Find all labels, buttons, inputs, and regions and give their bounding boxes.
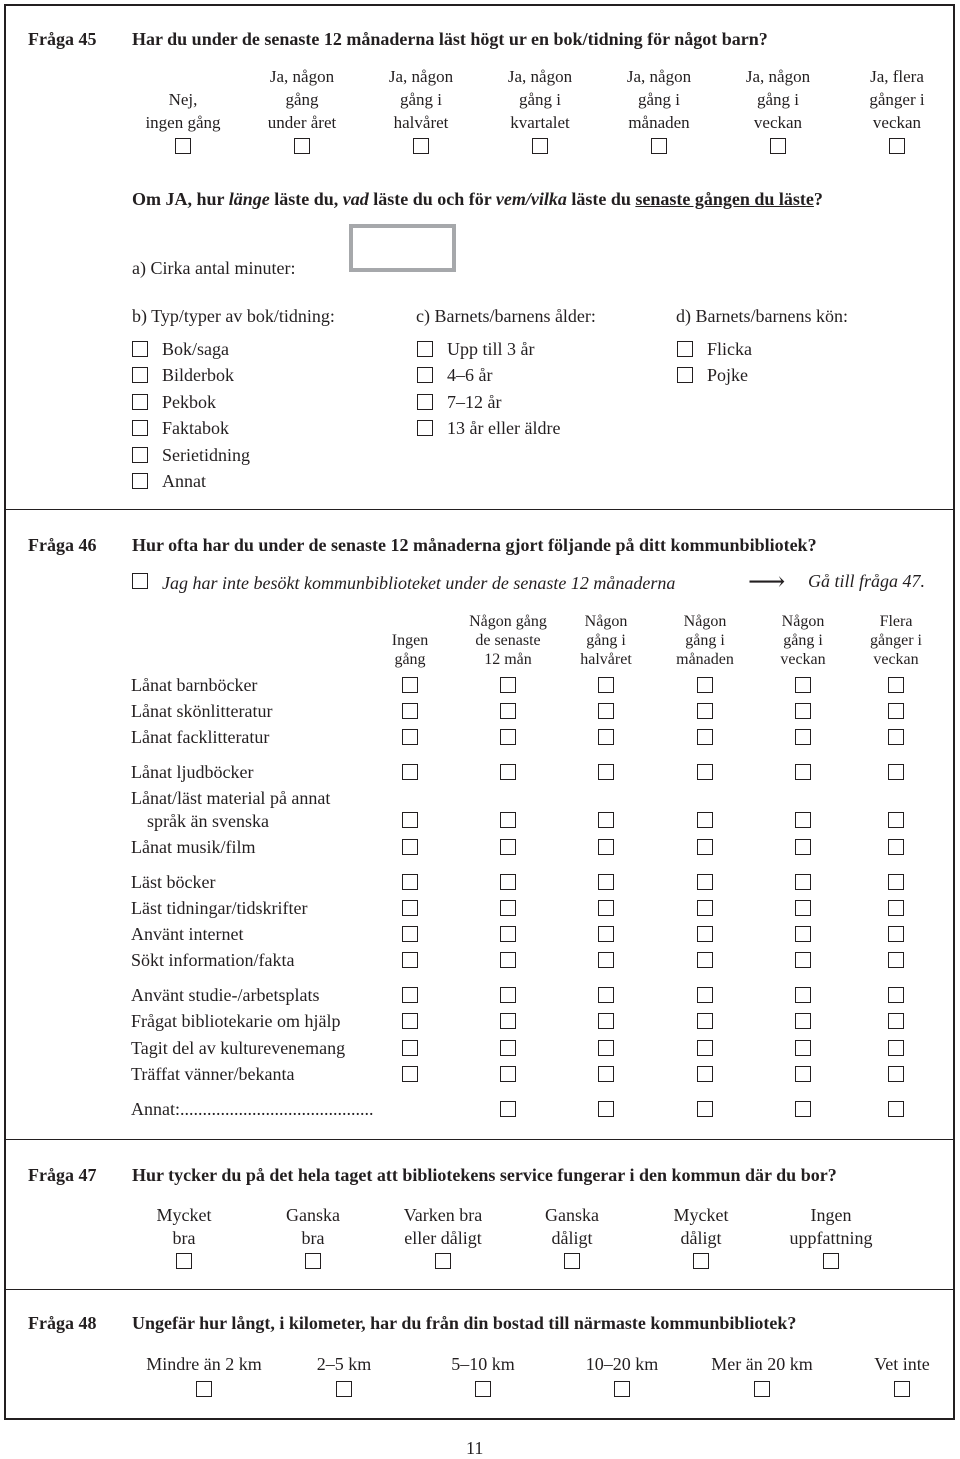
q46-row-14-checkbox-5[interactable]: [795, 1066, 811, 1082]
q47-option-1-label-line-2: bra: [172, 1228, 196, 1248]
q46-row-12-label: Frågat bibliotekarie om hjälp: [131, 1011, 341, 1031]
q47-option-1-label-line-1: Mycket: [156, 1205, 212, 1225]
q45-option-5-label-line-1: Ja, någon: [626, 67, 692, 86]
q46-row-1-checkbox-4[interactable]: [697, 677, 713, 693]
q46-row-10-checkbox-5[interactable]: [795, 952, 811, 968]
q46-skip-text: Jag har inte besökt kommunbiblioteket under de senaste 12 månaderna: [162, 573, 676, 593]
q46-row-13-label: Tagit del av kulturevenemang: [131, 1038, 346, 1058]
q45-b-option-1: Bok/saga: [162, 339, 229, 359]
q45-option-7-label-line-1: Ja, flera: [870, 67, 924, 86]
q48-option-6-checkbox[interactable]: [894, 1381, 910, 1397]
q46-row-2-checkbox-2[interactable]: [500, 703, 516, 719]
q45-option-1-label-line-3: ingen gång: [145, 113, 221, 132]
q46-row-3-checkbox-4[interactable]: [697, 729, 713, 745]
q47-option-6-label-line-2: uppfattning: [789, 1228, 873, 1248]
q45-option-1-label-line-2: Nej,: [168, 90, 198, 109]
q45-b-option-3: Pekbok: [162, 391, 216, 412]
q45-b-checkbox-3[interactable]: [132, 394, 148, 410]
q47-option-3-checkbox[interactable]: [435, 1253, 451, 1269]
q46-row-9-checkbox-5[interactable]: [795, 926, 811, 942]
q46-column-2-header-line-2: de senaste: [475, 632, 541, 649]
q46-row-15-checkbox-3[interactable]: [598, 1101, 614, 1117]
q46-column-3-header-line-1: Någon: [584, 613, 628, 630]
q48-option-1-checkbox[interactable]: [196, 1381, 212, 1397]
q46-row-11-label: Använt studie-/arbetsplats: [131, 985, 320, 1005]
q46-row-6-checkbox-1[interactable]: [402, 839, 418, 855]
q46-row-7-checkbox-5[interactable]: [795, 874, 811, 890]
q47-option-1-checkbox[interactable]: [176, 1253, 192, 1269]
q46-row-7-checkbox-6[interactable]: [888, 874, 904, 890]
q45-option-7-label-line-3: veckan: [872, 113, 922, 132]
q46-row-2-checkbox-6[interactable]: [888, 703, 904, 719]
q46-row-10-checkbox-6[interactable]: [888, 952, 904, 968]
q46-row-2-checkbox-3[interactable]: [598, 703, 614, 719]
q48-option-2-label: 2–5 km: [316, 1354, 372, 1374]
q45-c-checkbox-1[interactable]: [417, 341, 433, 357]
q45-option-4-label-line-2: gång i: [518, 90, 562, 109]
right-arrow-icon: ⟶: [748, 567, 786, 596]
q46-row-15-checkbox-6[interactable]: [888, 1101, 904, 1117]
q45-option-2-label-line-1: Ja, någon: [269, 67, 335, 86]
q46-row-14-checkbox-4[interactable]: [697, 1066, 713, 1082]
q47-option-5-label-line-2: dåligt: [680, 1228, 722, 1248]
q46-row-10-checkbox-1[interactable]: [402, 952, 418, 968]
q46-row-7-label: Läst böcker: [131, 872, 216, 892]
q45-option-3-label-line-1: Ja, någon: [388, 67, 454, 86]
q46-column-5-header-line-1: Någon: [781, 613, 825, 630]
page-number: 11: [466, 1438, 484, 1458]
q45-option-2-checkbox[interactable]: [294, 138, 310, 154]
q45a-label: a) Cirka antal minuter:: [132, 258, 296, 278]
q45-number: Fråga 45: [28, 29, 97, 49]
q46-row-8-label: Läst tidningar/tidskrifter: [131, 898, 308, 918]
q46-row-8-checkbox-2[interactable]: [500, 900, 516, 916]
q46-question: Hur ofta har du under de senaste 12 månaderna gjort följande på ditt kommunbibliotek?: [132, 535, 817, 555]
q45-c-option-4: 13 år eller äldre: [447, 418, 561, 439]
q45-option-6-label-line-1: Ja, någon: [745, 67, 811, 86]
q47-option-4-label-line-1: Ganska: [545, 1205, 599, 1225]
followup-text-2: läste du,: [269, 189, 343, 209]
q46-row-4-label: Lånat ljudböcker: [131, 762, 254, 782]
q47-option-2-checkbox[interactable]: [305, 1253, 321, 1269]
q46-row-8-checkbox-5[interactable]: [795, 900, 811, 916]
q45-question: Har du under de senaste 12 månaderna läst högt ur en bok/tidning för något barn?: [132, 29, 768, 49]
q45-option-5-label-line-3: månaden: [628, 113, 690, 132]
q46-row-14-checkbox-6[interactable]: [888, 1066, 904, 1082]
q48-option-5-label: Mer än 20 km: [711, 1354, 813, 1374]
q45-b-option-2: Bilderbok: [162, 365, 234, 386]
q47-option-4-label-line-2: dåligt: [551, 1228, 593, 1248]
followup-emph-length: länge: [228, 189, 270, 209]
q46-row-12-checkbox-2[interactable]: [500, 1013, 516, 1029]
q46-row-6-checkbox-5[interactable]: [795, 839, 811, 855]
q45-option-7-label-line-2: gånger i: [869, 90, 925, 109]
q45-option-3-label-line-3: halvåret: [393, 113, 449, 132]
q46-row-10-checkbox-2[interactable]: [500, 952, 516, 968]
q46-row-12-checkbox-3[interactable]: [598, 1013, 614, 1029]
q47-option-2-label-line-1: Ganska: [286, 1205, 340, 1225]
q46-row-9-checkbox-3[interactable]: [598, 926, 614, 942]
q45-c-option-1: Upp till 3 år: [447, 339, 535, 359]
followup-text-1: Om JA, hur: [132, 189, 229, 209]
q47-option-4-checkbox[interactable]: [564, 1253, 580, 1269]
q46-row-6-checkbox-2[interactable]: [500, 839, 516, 855]
q46-row-3-checkbox-5[interactable]: [795, 729, 811, 745]
q48-option-3-label: 5–10 km: [451, 1354, 515, 1374]
q45-c-option-2: 4–6 år: [447, 365, 493, 386]
q45-option-4-label-line-3: kvartalet: [510, 113, 570, 132]
q47-option-6-checkbox[interactable]: [823, 1253, 839, 1269]
q45-d-option-2: Pojke: [707, 365, 749, 386]
q46-row-4-checkbox-2[interactable]: [500, 764, 516, 780]
q48-option-4-label: 10–20 km: [585, 1354, 659, 1374]
q46-row-5-checkbox-5[interactable]: [795, 812, 811, 828]
q46-row-3-checkbox-6[interactable]: [888, 729, 904, 745]
q45b-label: b) Typ/typer av bok/tidning:: [132, 306, 335, 326]
separator-q47: [4, 1289, 955, 1290]
q46-row-11-checkbox-1[interactable]: [402, 987, 418, 1003]
q46-row-3-checkbox-1[interactable]: [402, 729, 418, 745]
q46-row-5-label: Lånat/läst material på annat: [131, 788, 331, 808]
q46-row-5-checkbox-4[interactable]: [697, 812, 713, 828]
q45-option-4-label-line-1: Ja, någon: [507, 67, 573, 86]
followup-qmark: ?: [813, 189, 823, 209]
q46-row-12-checkbox-1[interactable]: [402, 1013, 418, 1029]
q46-row-1-label: Lånat barnböcker: [131, 675, 258, 695]
q47-option-6-label-line-1: Ingen: [810, 1205, 852, 1225]
q46-row-1-checkbox-5[interactable]: [795, 677, 811, 693]
q45-d-checkbox-2[interactable]: [677, 367, 693, 383]
q46-row-14-checkbox-2[interactable]: [500, 1066, 516, 1082]
q45-option-1-checkbox[interactable]: [175, 138, 191, 154]
q46-row-7-checkbox-4[interactable]: [697, 874, 713, 890]
q46-row-12-checkbox-4[interactable]: [697, 1013, 713, 1029]
q46-row-1-checkbox-6[interactable]: [888, 677, 904, 693]
q45-option-6-checkbox[interactable]: [770, 138, 786, 154]
q46-row-9-checkbox-1[interactable]: [402, 926, 418, 942]
q45-option-6-label-line-3: veckan: [753, 113, 803, 132]
q48-option-6-label: Vet inte: [874, 1354, 930, 1374]
q45-b-checkbox-5[interactable]: [132, 447, 148, 463]
q46-row-9-label: Använt internet: [131, 924, 244, 944]
q45-c-checkbox-4[interactable]: [417, 420, 433, 436]
q45-b-checkbox-2[interactable]: [132, 367, 148, 383]
q46-row-6-label: Lånat musik/film: [131, 837, 256, 857]
q46-column-1-header-line-2: Ingen: [391, 632, 429, 649]
q46-row-13-checkbox-6[interactable]: [888, 1040, 904, 1056]
q46-row-3-checkbox-3[interactable]: [598, 729, 614, 745]
q46-row-14-checkbox-1[interactable]: [402, 1066, 418, 1082]
q46-row-10-checkbox-4[interactable]: [697, 952, 713, 968]
q45-b-option-5: Serietidning: [162, 444, 250, 465]
q48-option-3-checkbox[interactable]: [475, 1381, 491, 1397]
followup-emph-whom: vem/vilka: [495, 189, 567, 209]
q46-column-5-header-line-3: veckan: [780, 651, 826, 668]
q45-option-2-label-line-3: under året: [267, 113, 337, 132]
q45-b-checkbox-4[interactable]: [132, 420, 148, 436]
q46-column-3-header-line-3: halvåret: [580, 651, 632, 668]
q46-row-12-checkbox-5[interactable]: [795, 1013, 811, 1029]
q45c-label: c) Barnets/barnens ålder:: [416, 306, 596, 326]
q46-row-5-checkbox-1[interactable]: [402, 812, 418, 828]
q45-d-checkbox-1[interactable]: [677, 341, 693, 357]
q45-followup: [132, 189, 823, 210]
q46-column-6-header-line-1: Flera: [879, 613, 913, 630]
q46-row-14-label: Träffat vänner/bekanta: [131, 1064, 295, 1084]
q47-option-3-label-line-1: Varken bra: [403, 1205, 483, 1225]
q46-row-1-checkbox-2[interactable]: [500, 677, 516, 693]
q47-option-5-label-line-1: Mycket: [673, 1205, 729, 1225]
q46-row-12-checkbox-6[interactable]: [888, 1013, 904, 1029]
q46-skip-checkbox[interactable]: [132, 573, 148, 589]
q45-c-checkbox-3[interactable]: [417, 394, 433, 410]
q46-column-2-header-line-3: 12 mån: [484, 651, 532, 668]
q46-row-8-checkbox-4[interactable]: [697, 900, 713, 916]
q48-option-5-checkbox[interactable]: [754, 1381, 770, 1397]
separator-q46: [4, 1139, 955, 1140]
q46-row-5-label-line-2: språk än svenska: [147, 811, 269, 831]
q46-row-13-checkbox-1[interactable]: [402, 1040, 418, 1056]
minutes-input-box[interactable]: [349, 224, 456, 272]
q46-number: Fråga 46: [28, 535, 97, 555]
q46-row-15-checkbox-2[interactable]: [500, 1101, 516, 1117]
q46-row-2-checkbox-1[interactable]: [402, 703, 418, 719]
q48-option-2-checkbox[interactable]: [336, 1381, 352, 1397]
q46-row-15-checkbox-5[interactable]: [795, 1101, 811, 1117]
q46-row-4-checkbox-3[interactable]: [598, 764, 614, 780]
q47-number: Fråga 47: [28, 1165, 97, 1185]
q46-row-4-checkbox-4[interactable]: [697, 764, 713, 780]
q46-column-1-header-line-3: gång: [394, 651, 426, 668]
q46-column-2-header-line-1: Någon gång: [469, 613, 547, 630]
q46-row-2-checkbox-4[interactable]: [697, 703, 713, 719]
q45-b-checkbox-1[interactable]: [132, 341, 148, 357]
q45-option-2-label-line-2: gång: [285, 90, 319, 109]
q48-question: Ungefär hur långt, i kilometer, har du från din bostad till närmaste kommunbibliotek?: [132, 1313, 797, 1333]
q45-b-option-4: Faktabok: [162, 418, 229, 439]
q46-row-5-checkbox-6[interactable]: [888, 812, 904, 828]
q46-row-5-checkbox-3[interactable]: [598, 812, 614, 828]
q46-row-1-checkbox-3[interactable]: [598, 677, 614, 693]
q45-d-option-1: Flicka: [707, 339, 752, 359]
q45-b-option-6: Annat: [162, 471, 206, 491]
q46-row-7-checkbox-1[interactable]: [402, 874, 418, 890]
q46-row-11-checkbox-2[interactable]: [500, 987, 516, 1003]
q46-row-15-label: Annat:...........................................: [131, 1099, 374, 1119]
q46-row-13-checkbox-2[interactable]: [500, 1040, 516, 1056]
q46-column-6-header-line-2: gånger i: [870, 632, 922, 649]
q46-column-6-header-line-3: veckan: [873, 651, 919, 668]
q46-row-9-checkbox-4[interactable]: [697, 926, 713, 942]
q46-row-6-checkbox-6[interactable]: [888, 839, 904, 855]
q46-row-4-checkbox-1[interactable]: [402, 764, 418, 780]
q48-option-4-checkbox[interactable]: [614, 1381, 630, 1397]
q46-row-2-label: Lånat skönlitteratur: [131, 701, 273, 721]
q45-c-option-3: 7–12 år: [447, 391, 502, 412]
q46-row-8-checkbox-6[interactable]: [888, 900, 904, 916]
q46-row-5-checkbox-2[interactable]: [500, 812, 516, 828]
q47-option-5-checkbox[interactable]: [693, 1253, 709, 1269]
q45-option-5-label-line-2: gång i: [637, 90, 681, 109]
q46-row-4-checkbox-5[interactable]: [795, 764, 811, 780]
q46-row-3-checkbox-2[interactable]: [500, 729, 516, 745]
q45-option-5-checkbox[interactable]: [651, 138, 667, 154]
q47-option-2-label-line-2: bra: [301, 1228, 325, 1248]
q46-column-4-header-line-1: Någon: [683, 613, 727, 630]
q46-row-9-checkbox-2[interactable]: [500, 926, 516, 942]
q45d-label: d) Barnets/barnens kön:: [676, 306, 848, 326]
q45-option-3-checkbox[interactable]: [413, 138, 429, 154]
q45-option-4-checkbox[interactable]: [532, 138, 548, 154]
q46-row-6-checkbox-3[interactable]: [598, 839, 614, 855]
q48-number: Fråga 48: [28, 1313, 97, 1333]
q46-row-7-checkbox-3[interactable]: [598, 874, 614, 890]
q46-row-10-label: Sökt information/fakta: [131, 950, 295, 970]
followup-text-3: läste du och för: [368, 189, 496, 209]
q45-option-6-label-line-2: gång i: [756, 90, 800, 109]
q46-row-11-checkbox-6[interactable]: [888, 987, 904, 1003]
q46-row-11-checkbox-5[interactable]: [795, 987, 811, 1003]
q48-option-1-label: Mindre än 2 km: [146, 1354, 262, 1374]
q45-option-7-checkbox[interactable]: [889, 138, 905, 154]
q46-row-1-checkbox-1[interactable]: [402, 677, 418, 693]
q46-row-15-checkbox-4[interactable]: [697, 1101, 713, 1117]
q46-row-13-checkbox-5[interactable]: [795, 1040, 811, 1056]
q46-row-4-checkbox-6[interactable]: [888, 764, 904, 780]
q46-row-10-checkbox-3[interactable]: [598, 952, 614, 968]
q46-column-5-header-line-2: gång i: [783, 632, 823, 649]
q47-question: Hur tycker du på det hela taget att bibliotekens service fungerar i den kommun där du bor?: [132, 1165, 837, 1185]
followup-emph-what: vad: [342, 189, 369, 209]
q46-column-3-header-line-2: gång i: [586, 632, 626, 649]
q46-row-11-checkbox-3[interactable]: [598, 987, 614, 1003]
q46-row-8-checkbox-3[interactable]: [598, 900, 614, 916]
q46-row-8-checkbox-1[interactable]: [402, 900, 418, 916]
q46-column-4-header-line-3: månaden: [676, 651, 734, 668]
q46-row-7-checkbox-2[interactable]: [500, 874, 516, 890]
q46-row-11-checkbox-4[interactable]: [697, 987, 713, 1003]
q46-row-3-label: Lånat facklitteratur: [131, 727, 270, 747]
q47-option-3-label-line-2: eller dåligt: [404, 1228, 482, 1248]
q45-option-3-label-line-2: gång i: [399, 90, 443, 109]
q46-row-13-checkbox-3[interactable]: [598, 1040, 614, 1056]
followup-text-4: läste du: [566, 189, 636, 209]
q46-row-6-checkbox-4[interactable]: [697, 839, 713, 855]
q45-c-checkbox-2[interactable]: [417, 367, 433, 383]
followup-underlined: senaste gången du läste: [635, 189, 814, 209]
q46-row-14-checkbox-3[interactable]: [598, 1066, 614, 1082]
q46-column-4-header-line-2: gång i: [685, 632, 725, 649]
separator-q45: [4, 509, 955, 510]
q46-goto-text: Gå till fråga 47.: [808, 571, 926, 591]
q45-b-checkbox-6[interactable]: [132, 473, 148, 489]
q46-row-2-checkbox-5[interactable]: [795, 703, 811, 719]
q46-row-9-checkbox-6[interactable]: [888, 926, 904, 942]
q46-row-13-checkbox-4[interactable]: [697, 1040, 713, 1056]
